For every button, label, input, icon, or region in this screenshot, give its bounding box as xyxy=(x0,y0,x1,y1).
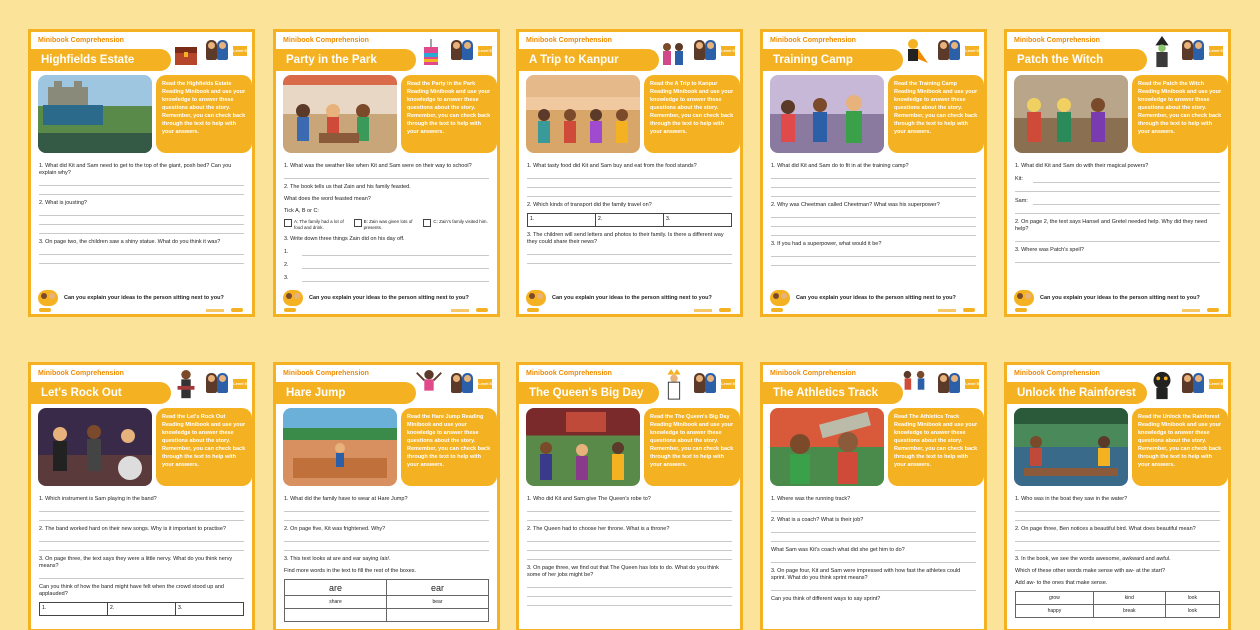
answer-line[interactable] xyxy=(1015,233,1220,242)
discussion-prompt: Can you explain your ideas to the person sitting next to you? xyxy=(283,290,490,306)
question-2: 2. The Queen had to choose her throne. What is a throne? xyxy=(527,526,670,532)
instruction-box: Read the Training Camp Reading Minibook and use your knowledge to answer these questions about the story. Remember, you can check back through the text to help with your answers. xyxy=(888,75,984,153)
question-2-sub: What Sam was Kit's coach what did she get him to do? xyxy=(771,547,905,553)
story-illustration xyxy=(526,75,640,153)
answer-line[interactable] xyxy=(39,186,244,195)
worksheet-title: Patch the Witch xyxy=(1007,49,1147,71)
level-badge: Level 5 xyxy=(233,46,247,56)
answer-line[interactable] xyxy=(39,225,244,234)
publisher-logo xyxy=(39,308,51,312)
answer-line[interactable] xyxy=(527,170,732,179)
answer-line[interactable] xyxy=(771,179,976,188)
kit-sam-avatar xyxy=(1182,371,1206,395)
answer-line[interactable] xyxy=(284,512,489,521)
answer-line[interactable] xyxy=(39,503,244,512)
answer-line[interactable] xyxy=(771,503,976,512)
publisher-logo-icon xyxy=(719,308,731,312)
guitarist-icon xyxy=(171,369,201,401)
answer-line[interactable] xyxy=(302,249,489,256)
children-icon xyxy=(526,290,546,306)
question-3: 3. On page two, the children saw a shiny statue. What do you think it was? xyxy=(39,239,221,245)
publisher-logo-icon xyxy=(476,308,488,312)
story-illustration xyxy=(526,408,640,486)
answer-line[interactable] xyxy=(771,524,976,533)
kit-sam-avatar xyxy=(206,371,230,395)
worksheet-title: The Athletics Track xyxy=(763,382,903,404)
answer-line[interactable] xyxy=(1033,198,1220,205)
question-2-sub: What does the word feasted mean? xyxy=(284,196,371,202)
question-3: 3. On page three, the text says they were a little nervy. What do you think nervy means? xyxy=(39,556,233,569)
question-3: 3. In the book, we see the words awesome, awkward and awful. xyxy=(1015,556,1171,562)
pinata-icon xyxy=(416,38,446,70)
question-2: 2. The band worked hard on their new songs. Why is it important to practise? xyxy=(39,526,226,532)
answer-line[interactable] xyxy=(527,179,732,188)
answer-line[interactable] xyxy=(39,177,244,186)
answer-line[interactable] xyxy=(39,542,244,551)
kit-sam-avatar xyxy=(451,371,475,395)
publisher-logo-icon xyxy=(231,308,243,312)
kit-sam-avatar xyxy=(938,371,962,395)
answer-line[interactable] xyxy=(39,570,244,579)
answer-line[interactable] xyxy=(1015,254,1220,263)
worksheet-title: Highfields Estate xyxy=(31,49,171,71)
worksheet-highfields-estate[interactable] xyxy=(28,29,255,317)
answer-line[interactable] xyxy=(1015,542,1220,551)
instruction-box: Read The Athletics Track Reading Minibook and use your knowledge to answer these questions about the story. Remember, you can check back through the text to help with your answers. xyxy=(888,408,984,486)
question-1: 1. What tasty food did Kit and Sam buy and eat from the food stands? xyxy=(527,163,697,169)
story-illustration xyxy=(1014,408,1128,486)
witch-icon xyxy=(1147,36,1177,68)
answer-line[interactable] xyxy=(771,554,976,563)
worksheet-lets-rock-out[interactable] xyxy=(28,362,255,630)
answer-line[interactable] xyxy=(771,257,976,266)
question-3-sub: Can you think of different ways to say sprint? xyxy=(771,596,881,602)
answer-line[interactable] xyxy=(284,542,489,551)
worksheet-header: Minibook Comprehension xyxy=(770,37,856,44)
answer-line[interactable] xyxy=(527,588,732,597)
story-illustration xyxy=(38,75,152,153)
question-2: 2. What is a coach? What is their job? xyxy=(771,517,864,523)
instruction-box: Read the A Trip to Kanpur Reading Minibook and use your knowledge to answer these questions about the story. Remember, you can check back through the text to help with your answers. xyxy=(644,75,740,153)
tick-instruction: Tick A, B or C: xyxy=(284,208,319,214)
worksheet-unlock-the-rainforest[interactable] xyxy=(1004,362,1231,630)
kit-sam-avatar xyxy=(938,38,962,62)
worksheet-title: Party in the Park xyxy=(276,49,416,71)
option-b[interactable]: B: Zain was given lots of presents. xyxy=(354,219,420,231)
answer-line[interactable] xyxy=(527,533,732,542)
answer-line[interactable] xyxy=(527,542,732,551)
publisher-logo-icon xyxy=(963,308,975,312)
question-3: 3. On page four, Kit and Sam were impressed with how fast the athletes could sprint. What do you think sprint means? xyxy=(771,568,961,581)
question-2: 2. On page three, Ben notices a beautiful bird. What does beautiful mean? xyxy=(1015,526,1196,532)
children-icon xyxy=(1014,290,1034,306)
question-1: 1. Who was in the boat they saw in the water? xyxy=(1015,496,1128,502)
treasure-chest-icon xyxy=(171,38,201,70)
answer-line[interactable] xyxy=(527,188,732,197)
question-2: 2. On page 2, the text says Hansel and Gretel needed help. Why did they need help? xyxy=(1015,219,1208,232)
dog-icon xyxy=(1147,369,1177,401)
worksheet-the-queens-big-day[interactable] xyxy=(516,362,743,630)
question-3-sub: Which of these other words make sense with aw- at the start? xyxy=(1015,568,1166,574)
answer-line[interactable] xyxy=(39,216,244,225)
answer-line[interactable] xyxy=(771,188,976,197)
level-badge: Level 5 xyxy=(1209,379,1223,389)
worksheet-patch-the-witch[interactable]: Minibook Comprehension Level 5 Patch the Witch Read the Patch the Witch Reading Minibook and use your knowledge to answer these questions about the story. Remember, you can check back through the text to help with your answers. 1. What did Kit and Sam do with their magical powers? Kit: Sam: 2. On page 2, the text says Hansel and Gretel needed help. Why did they need help? 3. Where was Patch's spell? Can you explain your ideas to the person sitting next to you? xyxy=(1004,29,1231,317)
answer-line[interactable] xyxy=(527,597,732,606)
worksheet-title: Unlock the Rainforest xyxy=(1007,382,1147,404)
answer-line[interactable] xyxy=(39,246,244,255)
publisher-logo-icon xyxy=(1207,308,1219,312)
kit-sam-avatar xyxy=(1182,38,1206,62)
worksheet-the-athletics-track[interactable] xyxy=(760,362,987,630)
instruction-box: Read the Patch the Witch Reading Minibook and use your knowledge to answer these questions about the story. Remember, you can check back through the text to help with your answers. xyxy=(1132,75,1228,153)
level-badge: Level 5 xyxy=(721,379,735,389)
instruction-box: Read the Party in the Park Reading Minibook and use your knowledge to answer these questions about the story. Remember, you can check back through the text to help with your answers. xyxy=(401,75,497,153)
discussion-prompt: Can you explain your ideas to the person sitting next to you? xyxy=(770,290,977,306)
question-1: 1. What did the family have to wear at Hare Jump? xyxy=(284,496,408,502)
instruction-box: Read the Hare Jump Reading Minibook and use your knowledge to answer these questions about the story. Remember, you can check back through the text to help with your answers. xyxy=(401,408,497,486)
children-icon xyxy=(770,290,790,306)
level-badge: Level 5 xyxy=(965,379,979,389)
answer-line[interactable] xyxy=(527,512,732,521)
option-c[interactable]: C: Zain's family visited him. xyxy=(423,219,489,231)
worksheet-title: The Queen's Big Day xyxy=(519,382,659,404)
instruction-box: Read the The Queen's Big Day Reading Minibook and use your knowledge to answer these questions about the story. Remember, you can check back through the text to help with your answers. xyxy=(644,408,740,486)
publisher-logo xyxy=(527,308,539,312)
question-3: 3. Write down three things Zain did on his day off. xyxy=(284,236,405,242)
worksheet-header: Minibook Comprehension xyxy=(283,37,369,44)
publisher-logo xyxy=(771,308,783,312)
level-badge: Level 5 xyxy=(478,46,492,56)
worksheet-hare-jump[interactable] xyxy=(273,362,500,630)
level-badge: Level 5 xyxy=(721,46,735,56)
jumping-girl-icon xyxy=(414,369,444,401)
answer-line[interactable] xyxy=(1015,503,1220,512)
answer-line[interactable] xyxy=(284,503,489,512)
question-3-sub-2: Add aw- to the ones that make sense. xyxy=(1015,580,1108,586)
question-2: 2. The book tells us that Zain and his family feasted. xyxy=(284,184,411,190)
question-2: 2. On page five, Kit was frightened. Why? xyxy=(284,526,386,532)
story-illustration xyxy=(283,75,397,153)
family-icon xyxy=(659,38,689,70)
question-1: 1. Which instrument is Sam playing in the band? xyxy=(39,496,157,502)
worksheet-header: Minibook Comprehension xyxy=(770,370,856,377)
worksheet-title: Let's Rock Out xyxy=(31,382,171,404)
answer-line[interactable] xyxy=(284,533,489,542)
answer-line[interactable] xyxy=(771,218,976,227)
story-illustration xyxy=(283,408,397,486)
question-4: Can you think of how the band might have felt when the crowd stood up and applauded? xyxy=(39,584,224,597)
worksheet-header: Minibook Comprehension xyxy=(1014,37,1100,44)
worksheet-header: Minibook Comprehension xyxy=(1014,370,1100,377)
story-illustration xyxy=(770,408,884,486)
worksheet-title: Hare Jump xyxy=(276,382,416,404)
answer-line[interactable] xyxy=(771,209,976,218)
discussion-prompt: Can you explain your ideas to the person sitting next to you? xyxy=(38,290,245,306)
instruction-box: Read the Highfields Estate Reading Minibook and use your knowledge to answer these questions about the story. Remember, you can check back through the text to help with your answers. xyxy=(156,75,252,153)
word-grid[interactable]: grow kind look happy break look xyxy=(1015,591,1220,618)
discussion-prompt: Can you explain your ideas to the person sitting next to you? xyxy=(1014,290,1221,306)
option-a[interactable]: A: The family had a lot of food and drink. xyxy=(284,219,350,231)
answer-line[interactable] xyxy=(1015,205,1220,214)
answer-line[interactable] xyxy=(771,170,976,179)
answer-line[interactable] xyxy=(39,533,244,542)
worksheet-title: A Trip to Kanpur xyxy=(519,49,659,71)
worksheet-header: Minibook Comprehension xyxy=(283,370,369,377)
publisher-logo xyxy=(284,308,296,312)
answer-line[interactable] xyxy=(771,248,976,257)
publisher-logo xyxy=(1015,308,1027,312)
level-badge: Level 5 xyxy=(1209,46,1223,56)
answer-line[interactable] xyxy=(527,579,732,588)
question-3: 3. The children will send letters and photos to their family. Is there a different way they could share their news? xyxy=(527,232,724,245)
worksheet-a-trip-to-kanpur[interactable] xyxy=(516,29,743,317)
worksheet-training-camp[interactable] xyxy=(760,29,987,317)
word-table[interactable]: are ear share bear xyxy=(284,579,489,622)
story-illustration xyxy=(38,408,152,486)
answer-line[interactable] xyxy=(1015,512,1220,521)
question-1: 1. Who did Kit and Sam give The Queen's robe to? xyxy=(527,496,651,502)
question-3: 3. On page three, we find out that The Queen has lots to do. What do you think some of her jobs might be? xyxy=(527,565,719,578)
runners-icon xyxy=(899,369,929,401)
answer-line[interactable] xyxy=(1015,183,1220,192)
worksheet-header: Minibook Comprehension xyxy=(38,370,124,377)
children-icon xyxy=(38,290,58,306)
worksheet-header: Minibook Comprehension xyxy=(526,370,612,377)
answer-line[interactable] xyxy=(771,227,976,236)
answer-line[interactable] xyxy=(527,255,732,264)
answer-line[interactable] xyxy=(39,255,244,264)
worksheet-header: Minibook Comprehension xyxy=(526,37,612,44)
kit-sam-avatar xyxy=(694,371,718,395)
level-badge: Level 5 xyxy=(233,379,247,389)
discussion-prompt: Can you explain your ideas to the person sitting next to you? xyxy=(526,290,733,306)
worksheet-party-in-the-park[interactable]: Minibook Comprehension Level 5 Party in the Park Read the Party in the Park Reading Minibook and use your knowledge to answer these questions about the story. Remember, you can check back through the text to help with your answers. 1. What was the weather like when Kit and Sam were on their way to school? 2. The book tells us that Zain and his family feasted. What does the word feasted mean? Tick A, B or C: A: The family had a lot of food and drink. B: Zain was given lots of presents. C: Zain's family visited him. 3. Write down three things Zain did on his day off. 1. 2. 3. Can you explain your ideas to the person sitting next to you? xyxy=(273,29,500,317)
answer-line[interactable] xyxy=(1015,533,1220,542)
answer-table[interactable]: 1. 2. 3. xyxy=(527,213,732,227)
question-3: 3. If you had a superpower, what would it be? xyxy=(771,241,882,247)
answer-line[interactable] xyxy=(302,275,489,282)
story-illustration xyxy=(770,75,884,153)
level-badge: Level 5 xyxy=(478,379,492,389)
answer-line[interactable] xyxy=(527,246,732,255)
question-1: 1. What did Kit and Sam need to get to the top of the giant, posh bed? Can you explain why? xyxy=(39,163,232,176)
answer-line[interactable] xyxy=(527,551,732,560)
answer-line[interactable] xyxy=(527,503,732,512)
question-1: 1. What did Kit and Sam do to fit in at the training camp? xyxy=(771,163,909,169)
question-2: 2. Why was Cheetman called Cheetman? What was his superpower? xyxy=(771,202,940,208)
children-icon xyxy=(283,290,303,306)
queen-icon xyxy=(659,369,689,401)
answer-line[interactable] xyxy=(1033,176,1220,183)
question-3: 3. Where was Patch's spell? xyxy=(1015,247,1084,253)
level-badge: Level 5 xyxy=(965,46,979,56)
answer-line[interactable] xyxy=(39,207,244,216)
kit-sam-avatar xyxy=(694,38,718,62)
worksheet-header: Minibook Comprehension xyxy=(38,37,124,44)
instruction-box: Read the Unlock the Rainforest Reading Minibook and use your knowledge to answer these questions about the story. Remember, you can check back through the text to help with your answers. xyxy=(1132,408,1228,486)
question-2: 2. What is jousting? xyxy=(39,200,87,206)
question-1: 1. What did Kit and Sam do with their magical powers? xyxy=(1015,163,1149,169)
answer-line[interactable] xyxy=(771,582,976,591)
question-1: 1. What was the weather like when Kit and Sam were on their way to school? xyxy=(284,163,472,169)
answer-table[interactable]: 1. 2. 3. xyxy=(39,602,244,616)
question-2: 2. Which kinds of transport did the family travel on? xyxy=(527,202,652,208)
question-3-sub: Find more words in the text to fill the rest of the boxes. xyxy=(284,568,417,574)
story-illustration xyxy=(1014,75,1128,153)
instruction-box: Read the Let's Rock Out Reading Minibook and use your knowledge to answer these questions about the story. Remember, you can check back through the text to help with your answers. xyxy=(156,408,252,486)
kit-sam-avatar xyxy=(206,38,230,62)
worksheet-title: Training Camp xyxy=(763,49,903,71)
kit-sam-avatar xyxy=(451,38,475,62)
question-3: 3. This text looks at are and ear saying /air/. xyxy=(284,556,391,562)
answer-line[interactable] xyxy=(39,512,244,521)
answer-line[interactable] xyxy=(284,170,489,179)
answer-line[interactable] xyxy=(302,262,489,269)
superhero-icon xyxy=(898,36,928,68)
answer-line[interactable] xyxy=(771,533,976,542)
question-1: 1. Where was the running track? xyxy=(771,496,851,502)
